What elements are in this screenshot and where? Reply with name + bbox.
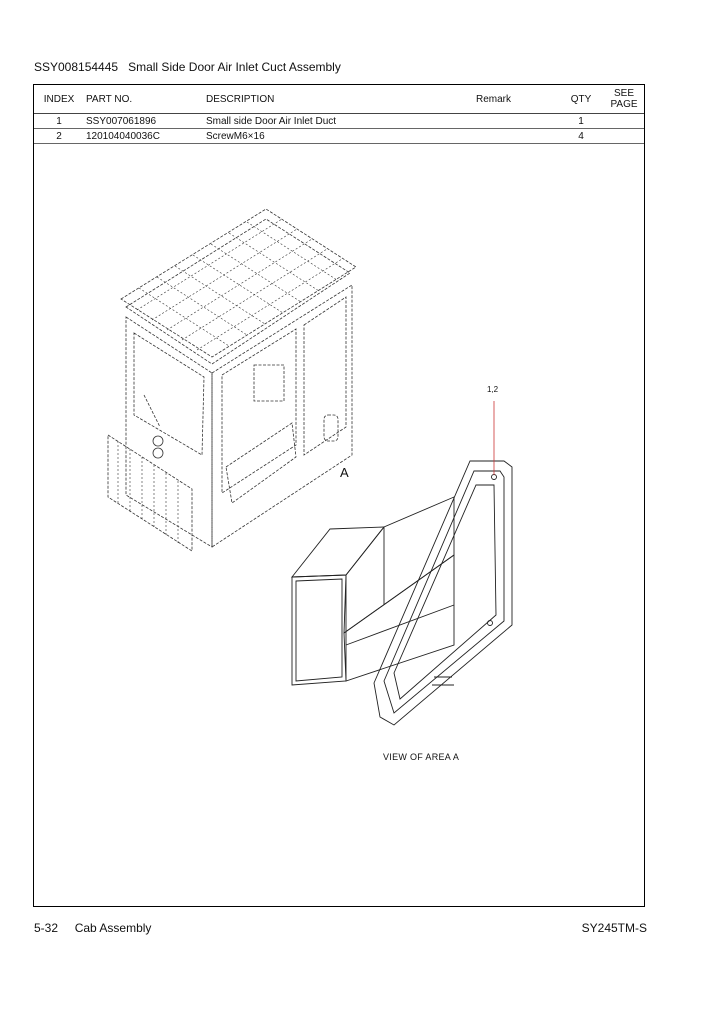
view-label: VIEW OF AREA A: [383, 752, 460, 762]
technical-drawing: [34, 85, 646, 908]
parts-frame: [33, 84, 645, 907]
row-index: 2: [34, 129, 84, 144]
row-description: Small side Door Air Inlet Duct: [204, 114, 476, 129]
model-code: SY245TM-S: [581, 921, 647, 935]
col-qty: QTY: [558, 85, 604, 114]
assembly-title: Small Side Door Air Inlet Cuct Assembly: [128, 60, 341, 74]
page-number: 5-32: [34, 921, 59, 935]
col-part-no: PART NO.: [84, 85, 204, 114]
row-part-no: 120104040036C: [84, 129, 204, 144]
row-qty: 1: [558, 114, 604, 129]
page-title: [34, 60, 341, 74]
duct-illustration: [292, 461, 512, 725]
col-index: INDEX: [34, 85, 84, 114]
section-name: Cab Assembly: [74, 921, 152, 935]
col-description: DESCRIPTION: [204, 85, 476, 114]
area-label: A: [340, 465, 349, 480]
col-see-page: SEE PAGE: [604, 85, 644, 114]
row-part-no: SSY007061896: [84, 114, 204, 129]
row-description: ScrewM6×16: [204, 129, 476, 144]
col-remark: Remark: [476, 85, 558, 114]
assembly-code: SSY008154445: [34, 60, 119, 74]
cab-illustration: [108, 209, 356, 551]
row-qty: 4: [558, 129, 604, 144]
footer-page-info: [34, 921, 151, 935]
row-index: 1: [34, 114, 84, 129]
callout-label: 1,2: [487, 385, 499, 394]
